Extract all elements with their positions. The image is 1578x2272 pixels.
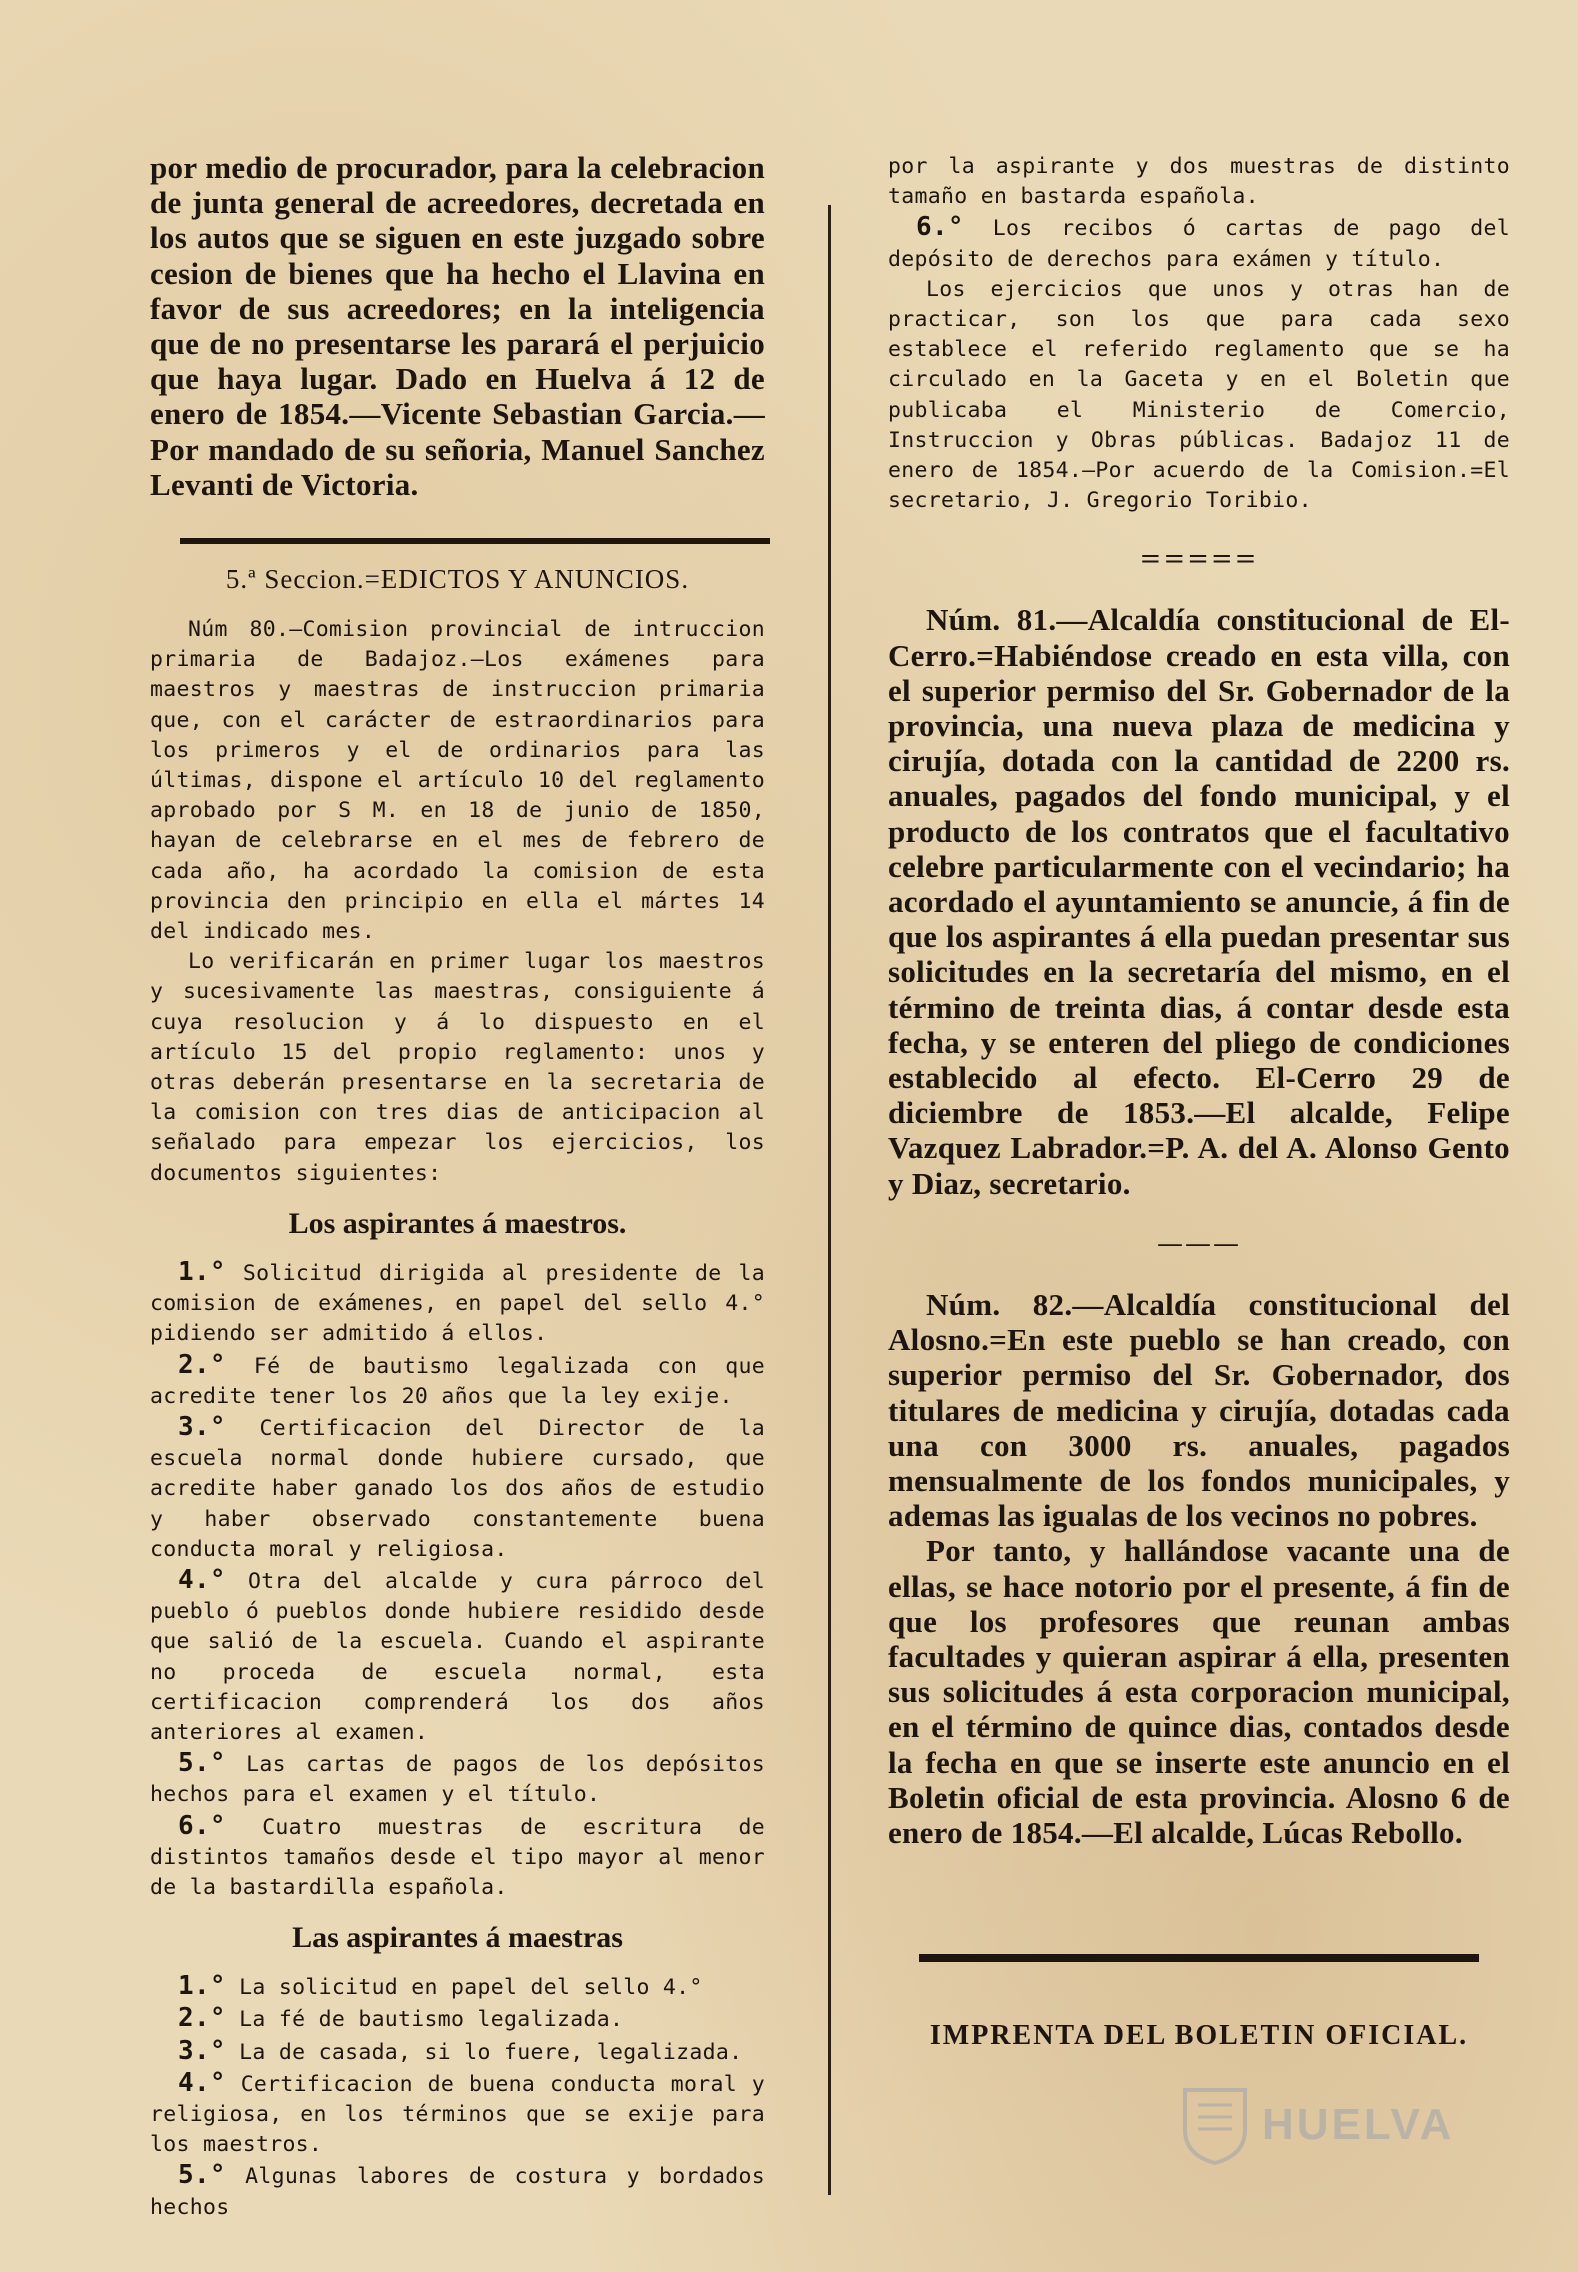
notice-82-paragraph-2: Por tanto, y hallándose vacante una de ellas, se hace notorio por el presente, á fin de que los profesores que reunan ambas facultades y quieran aspirar á ella, presenten sus solicitudes á esta corporacion municipal, en el término de quince dias, contados desde la fecha en que se inserte este anuncio en el Boletin oficial de esta provincia. Alosno 6 de enero de 1854.—El alcalde, Lúcas Rebollo.: [888, 1533, 1510, 1850]
maestros-list: [150, 1257, 765, 1903]
right-column: [888, 152, 1510, 2052]
list-item: 2.° Fé de bautismo legalizada con que acredite tener los 20 años que la ley exije.: [150, 1349, 765, 1409]
subheading-maestros: Los aspirantes á maestros.: [288, 1206, 627, 1240]
list-item: 5.° Las cartas de pagos de los depósitos hechos para el examen y el título.: [150, 1748, 765, 1808]
notice-81: Núm. 81.—Alcaldía constitucional de El-Cerro.=Habiéndose creado en esta villa, con el superior permiso del Sr. Gobernador de la provincia, una nueva plaza de medicina y cirujía, dotada con la cantidad de 2200 rs. anuales, pagados del fondo municipal, y el producto de los contratos que el facultativo celebre particularmente con el vecindario; ha acordado el ayuntamiento se anuncie, á fin de que los aspirantes á ella puedan presentar sus solicitudes en la secretaría del mismo, en el término de treinta dias, á contar desde esta fecha, y se enteren del pliego de condiciones establecido al efecto. El-Cerro 29 de diciembre de 1853.—El alcalde, Felipe Vazquez Labrador.=P. A. del A. Alonso Gento y Diaz, secretario.: [888, 602, 1510, 1201]
section-heading: 5.ª Seccion.=EDICTOS Y ANUNCIOS.: [225, 564, 690, 595]
list-item: 1.° La solicitud en papel del sello 4.°: [178, 1971, 703, 2002]
edict-80-paragraph-1: Núm 80.—Comision provincial de intruccion primaria de Badajoz.—Los exámenes para maestros y maestras de instruccion primaria que, con el carácter de estraordinarios para los primeros y el de ordinarios para las últimas, dispone el artículo 10 del reglamento aprobado por S M. en 18 de junio de 1850, hayan de celebrarse en el mes de febrero de cada año, ha acordado la comision de esta provincia den principio en ella el mártes 14 del indicado mes.: [150, 617, 765, 945]
separator: =====: [1139, 544, 1259, 575]
section-rule: [180, 538, 770, 544]
list-item: 4.° Certificacion de buena conducta moral y religiosa, en los términos que se exije para los maestros.: [150, 2067, 765, 2158]
list-item: 2.° La fé de bautismo legalizada.: [178, 2003, 624, 2034]
left-column: [150, 150, 765, 2223]
list-item: 5.° Algunas labores de costura y bordados hechos: [150, 2160, 765, 2220]
watermark-stamp: [1180, 2085, 1454, 2165]
closing-paragraph: Los ejercicios que unos y otras han de practicar, son los que para cada sexo establece el referido reglamento que se ha circulado en la Gaceta y en el Boletin que publicaba el Ministerio de Comercio, Instruccion y Obras públicas. Badajoz 11 de enero de 1854.—Por acuerdo de la Comision.=El secretario, J. Gregorio Toribio.: [888, 276, 1510, 514]
list-item: 6.° Los recibos ó cartas de pago del depósito de derechos para exámen y título.: [888, 212, 1510, 272]
list-item: 1.° Solicitud dirigida al presidente de la comision de exámenes, en papel del sello 4.° pidiendo ser admitido á ellos.: [150, 1256, 765, 1347]
list-item: 3.° Certificacion del Director de la escuela normal donde hubiere cursado, que acredite haber ganado los dos años de estudio y haber observado constantemente buena conducta moral y religiosa.: [150, 1411, 766, 1562]
coat-of-arms-icon: [1180, 2085, 1250, 2165]
watermark-text: HUELVA: [1262, 2100, 1455, 2149]
list-item: 4.° Otra del alcalde y cura párroco del pueblo ó pueblos donde hubiere residido desde que salió de la escuela. Cuando el aspirante no proceda de escuela normal, esta certificacion comprenderá los dos años anteriores al examen.: [150, 1564, 765, 1745]
maestras-list: [150, 1971, 765, 2223]
list-item: 3.° La de casada, si lo fuere, legalizada.: [178, 2035, 743, 2066]
column-divider: [828, 205, 831, 2195]
list-item: 6.° Cuatro muestras de escritura de distintos tamaños desde el tipo mayor al menor de la bastardilla española.: [150, 1810, 765, 1900]
separator: ———: [1157, 1228, 1241, 1259]
imprint-line: IMPRENTA DEL BOLETIN OFICIAL.: [929, 2020, 1469, 2052]
continuation-paragraph-right: por la aspirante y dos muestras de distinto tamaño en bastarda española.: [888, 154, 1510, 210]
subheading-maestras: Las aspirantes á maestras: [292, 1921, 623, 1955]
continuation-paragraph: por medio de procurador, para la celebracion de junta general de acreedores, decretada en los autos que se siguen en este juzgado sobre cesion de bienes que ha hecho el Llavina en favor de sus acreedores; en la inteligencia que de no presentarse les parará el perjuicio que haya lugar. Dado en Huelva á 12 de enero de 1854.—Vicente Sebastian Garcia.—Por mandado de su señoria, Manuel Sanchez Levanti de Victoria.: [150, 150, 765, 502]
notice-82-paragraph-1: Núm. 82.—Alcaldía constitucional del Alosno.=En este pueblo se han creado, con superior permiso del Sr. Gobernador, dos titulares de medicina y cirujía, dotadas cada una con 3000 rs. anuales, pagados mensualmente de los fondos municipales, y ademas las igualas de los vecinos no pobres.: [888, 1286, 1510, 1534]
imprint-rule: [919, 1954, 1479, 1962]
edict-80-paragraph-2: Lo verificarán en primer lugar los maestros y sucesivamente las maestras, consiguiente á cuya resolucion y á lo dispuesto en el artículo 15 del propio reglamento: unos y otras deberán presentarse en la secretaria de la comision con tres dias de anticipacion al señalado para empezar los ejercicios, los documentos siguientes:: [150, 949, 765, 1186]
